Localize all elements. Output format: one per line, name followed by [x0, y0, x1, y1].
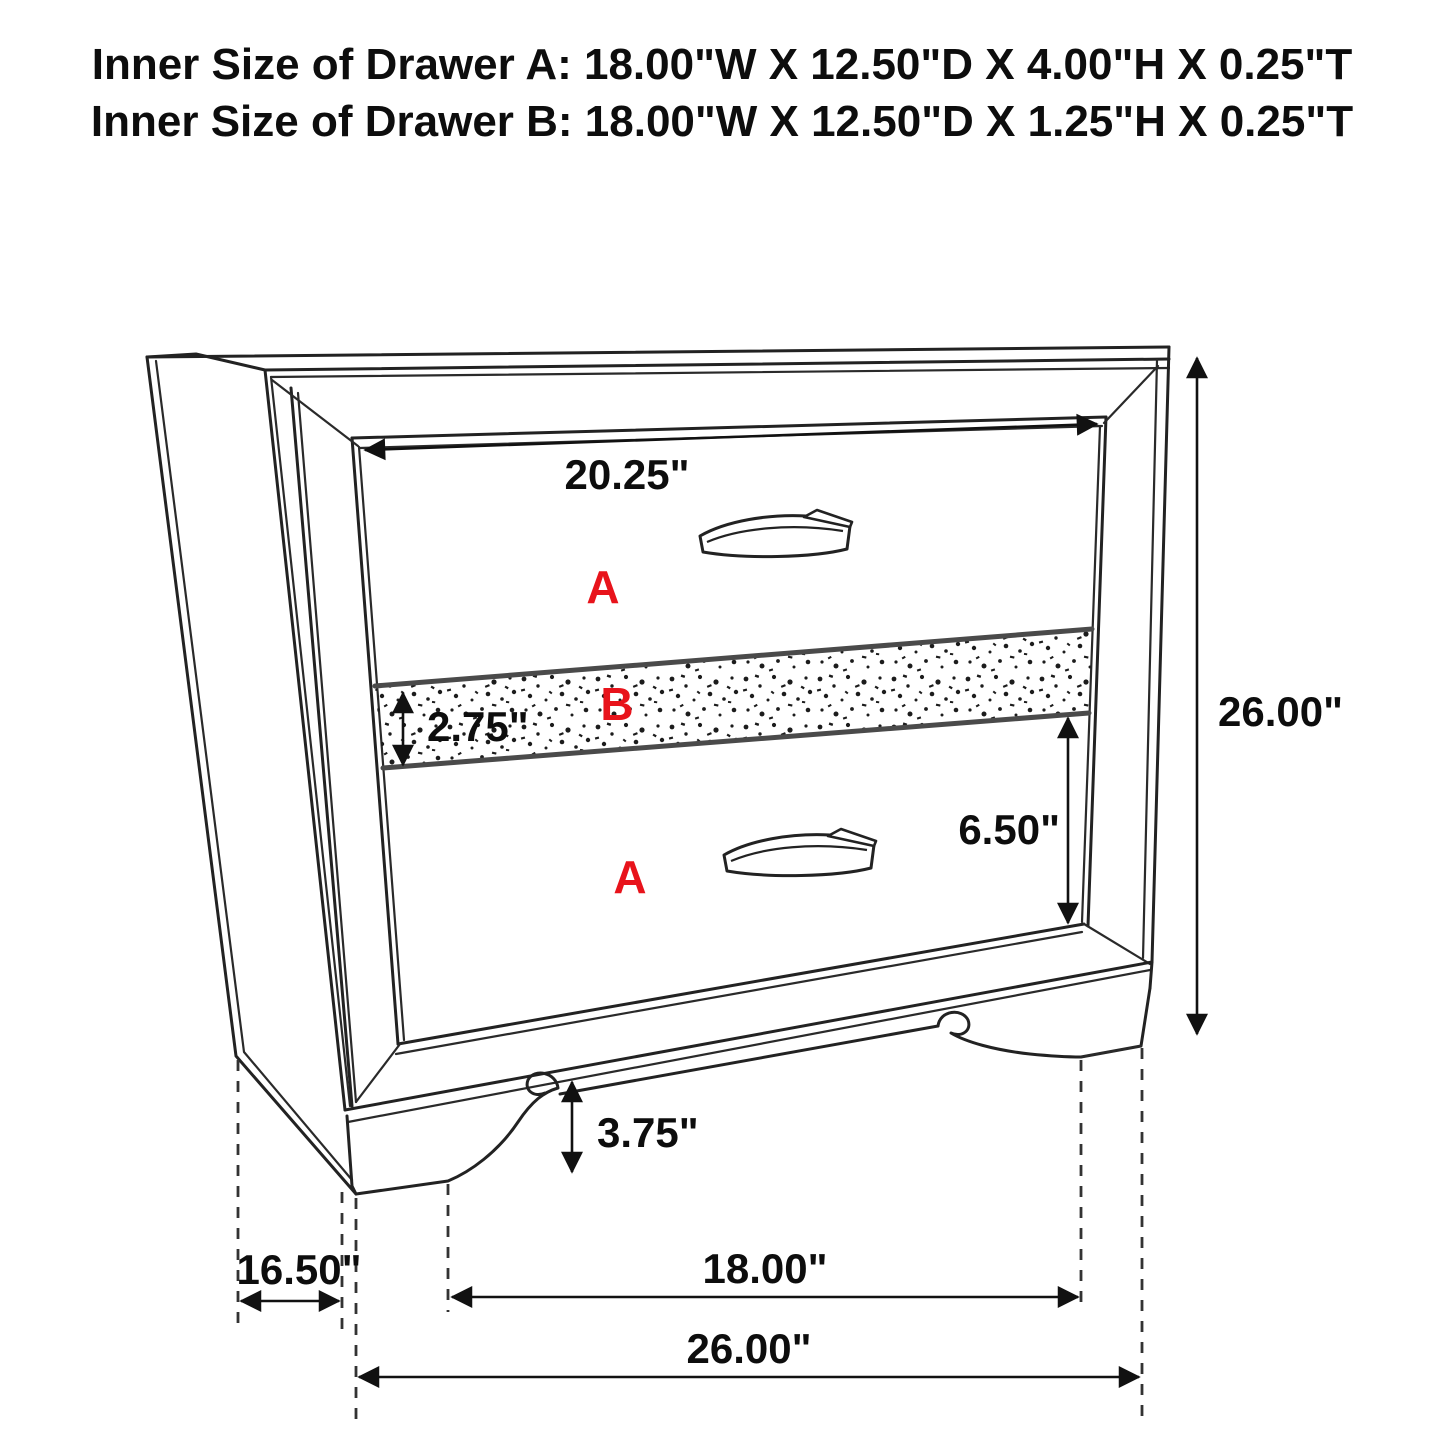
header	[91, 40, 1353, 146]
header-line-2: Inner Size of Drawer B: 18.00"W X 12.50"D X 1.25"H X 0.25"T	[90, 97, 1354, 146]
header-line-1: Inner Size of Drawer A: 18.00"W X 12.50"D X 4.00"H X 0.25"T	[91, 40, 1353, 89]
dim-side-depth	[236, 1246, 361, 1301]
dim-lower-drawer-height	[958, 718, 1068, 923]
drawer-label-a-bottom: A	[613, 851, 647, 903]
dim-opening-width-label: 20.25"	[564, 451, 690, 498]
dim-leg-span	[452, 1245, 1078, 1297]
dim-leg-span-label: 18.00"	[702, 1245, 828, 1292]
dim-side-depth-label: 16.50"	[236, 1246, 362, 1293]
dim-overall-height	[1197, 358, 1343, 1034]
dim-strip-height-label: 2.75"	[427, 703, 529, 750]
feet	[347, 988, 1150, 1194]
dim-foot-height	[572, 1082, 699, 1172]
top-panel	[147, 347, 1169, 377]
dim-overall-width	[359, 1325, 1139, 1377]
drawer-a-top-handle	[700, 510, 852, 557]
dim-overall-width-label: 26.00"	[686, 1325, 812, 1372]
drawer-label-b: B	[600, 678, 634, 730]
drawer-a-bottom-handle	[724, 829, 876, 876]
dim-lower-drawer-height-label: 6.50"	[958, 806, 1060, 853]
dim-overall-height-label: 26.00"	[1218, 688, 1344, 735]
drawer-label-a-top: A	[586, 561, 620, 613]
dim-foot-height-label: 3.75"	[597, 1109, 699, 1156]
